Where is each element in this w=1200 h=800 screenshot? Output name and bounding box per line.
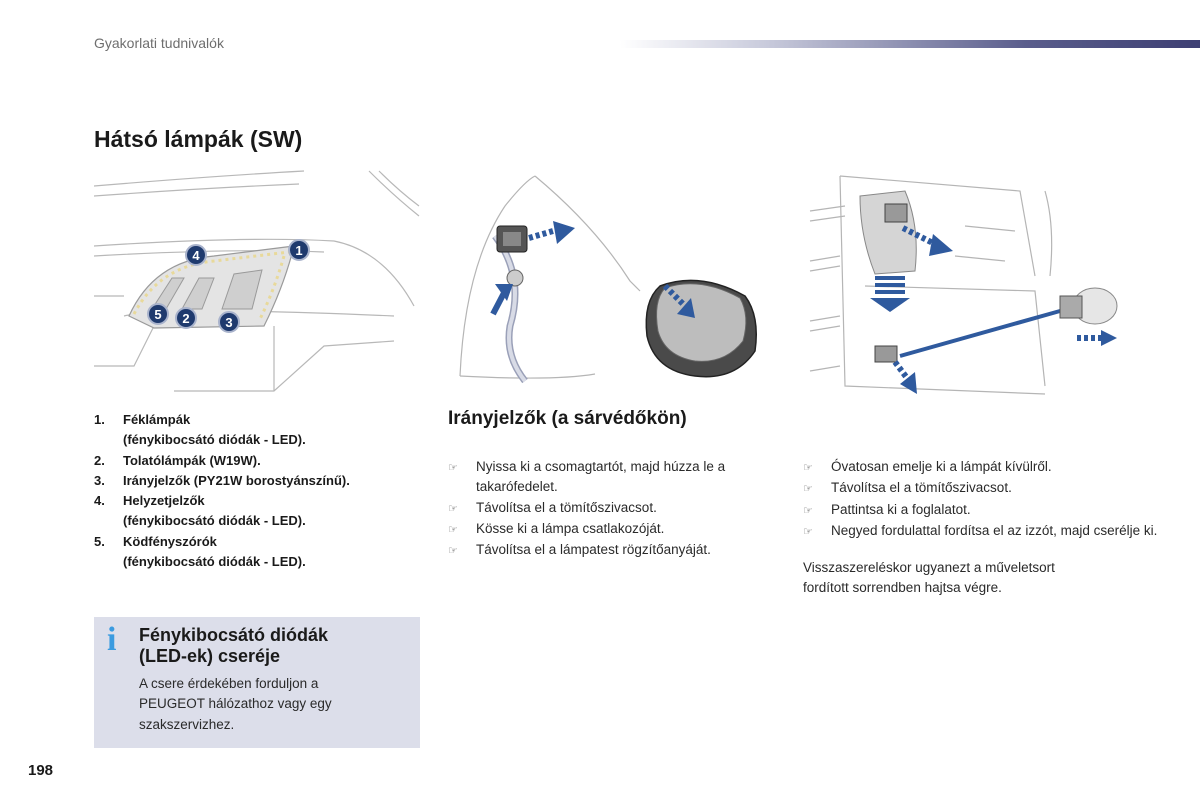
legend-item: 1. Féklámpák (fénykibocsátó diódák - LED). xyxy=(94,412,306,448)
step-item: ☞ Távolítsa el a tömítőszivacsot. xyxy=(448,498,778,519)
bulb-icon xyxy=(1060,288,1117,324)
info-box xyxy=(94,617,420,748)
foam-pad-icon xyxy=(646,280,756,376)
legend-item: 2. Tolatólámpák (W19W). xyxy=(94,452,261,468)
reverse-lamp-steps xyxy=(803,457,1163,542)
pointing-hand-icon: ☞ xyxy=(803,525,813,538)
lamp-legend xyxy=(94,410,424,572)
info-box-body: A csere érdekében forduljon a PEUGEOT hálózathoz vagy egy szakszervizhez. xyxy=(139,676,332,732)
page-number: 198 xyxy=(28,762,54,779)
header-gradient-bar xyxy=(620,40,1200,48)
pointing-hand-icon: ☞ xyxy=(803,504,813,517)
legend-item: 5. Ködfényszórók (fénykibocsátó diódák - LED). xyxy=(94,533,306,570)
svg-text:2: 2 xyxy=(182,311,190,326)
pointing-hand-icon: ☞ xyxy=(803,462,813,474)
svg-text:5: 5 xyxy=(154,307,162,322)
svg-text:3: 3 xyxy=(225,315,233,330)
reassembly-note: Visszaszereléskor ugyanezt a műveletsort fordított sorrendben hajtsa végre. xyxy=(803,560,1055,596)
pointing-hand-icon: ☞ xyxy=(448,545,458,558)
step-item: ☞ Pattintsa ki a foglalatot. xyxy=(803,500,1163,521)
turn-signal-removal-illustration xyxy=(455,166,775,391)
arrow-down-icon xyxy=(870,276,910,312)
step-item: ☞ Negyed fordulattal fordítsa el az izzót, majd cserélje ki. xyxy=(803,521,1163,542)
turn-signals-title: Irányjelzők (a sárvédőkön) xyxy=(448,408,687,429)
section-header: Gyakorlati tudnivalók xyxy=(94,35,224,51)
callout-4 xyxy=(186,245,206,265)
step-item: ☞ Kösse ki a lámpa csatlakozóját. xyxy=(448,519,778,540)
arrow-down-right-icon xyxy=(895,362,917,394)
step-item: ☞ Óvatosan emelje ki a lámpát kívülről. xyxy=(803,457,1163,478)
turn-signals-steps xyxy=(448,457,778,561)
legend-item: 4. Helyzetjelzők (fénykibocsátó diódák - LED). xyxy=(94,493,306,529)
step-item: ☞ Távolítsa el a lámpatest rögzítőanyáját. xyxy=(448,540,778,561)
arrow-up-icon xyxy=(493,284,513,314)
arrow-right-icon xyxy=(529,221,575,244)
svg-text:1: 1 xyxy=(295,243,303,258)
svg-text:4: 4 xyxy=(192,248,200,263)
info-box-title: Fénykibocsátó diódák (LED-ek) cseréje xyxy=(139,625,329,666)
info-icon: i xyxy=(107,621,117,658)
page-title: Hátsó lámpák (SW) xyxy=(94,126,303,152)
pointing-hand-icon: ☞ xyxy=(448,502,458,515)
reversing-lamp-removal-illustration xyxy=(805,166,1125,396)
pointing-hand-icon: ☞ xyxy=(448,523,458,536)
step-item: ☞ Távolítsa el a tömítőszivacsot. xyxy=(803,478,1163,499)
callout-1 xyxy=(289,240,309,260)
callout-2 xyxy=(176,308,196,328)
legend-item: 3. Irányjelzők (PY21W borostyánszínű). xyxy=(94,472,350,488)
pointing-hand-icon: ☞ xyxy=(803,483,813,496)
step-item: ☞ Nyissa ki a csomagtartót, majd húzza le a takarófedelet. xyxy=(448,457,778,498)
pointing-hand-icon: ☞ xyxy=(448,462,458,474)
rear-lamp-cluster-illustration xyxy=(94,166,424,396)
callout-3 xyxy=(219,312,239,332)
callout-5 xyxy=(148,304,168,324)
arrow-right-small-icon xyxy=(1077,330,1117,346)
